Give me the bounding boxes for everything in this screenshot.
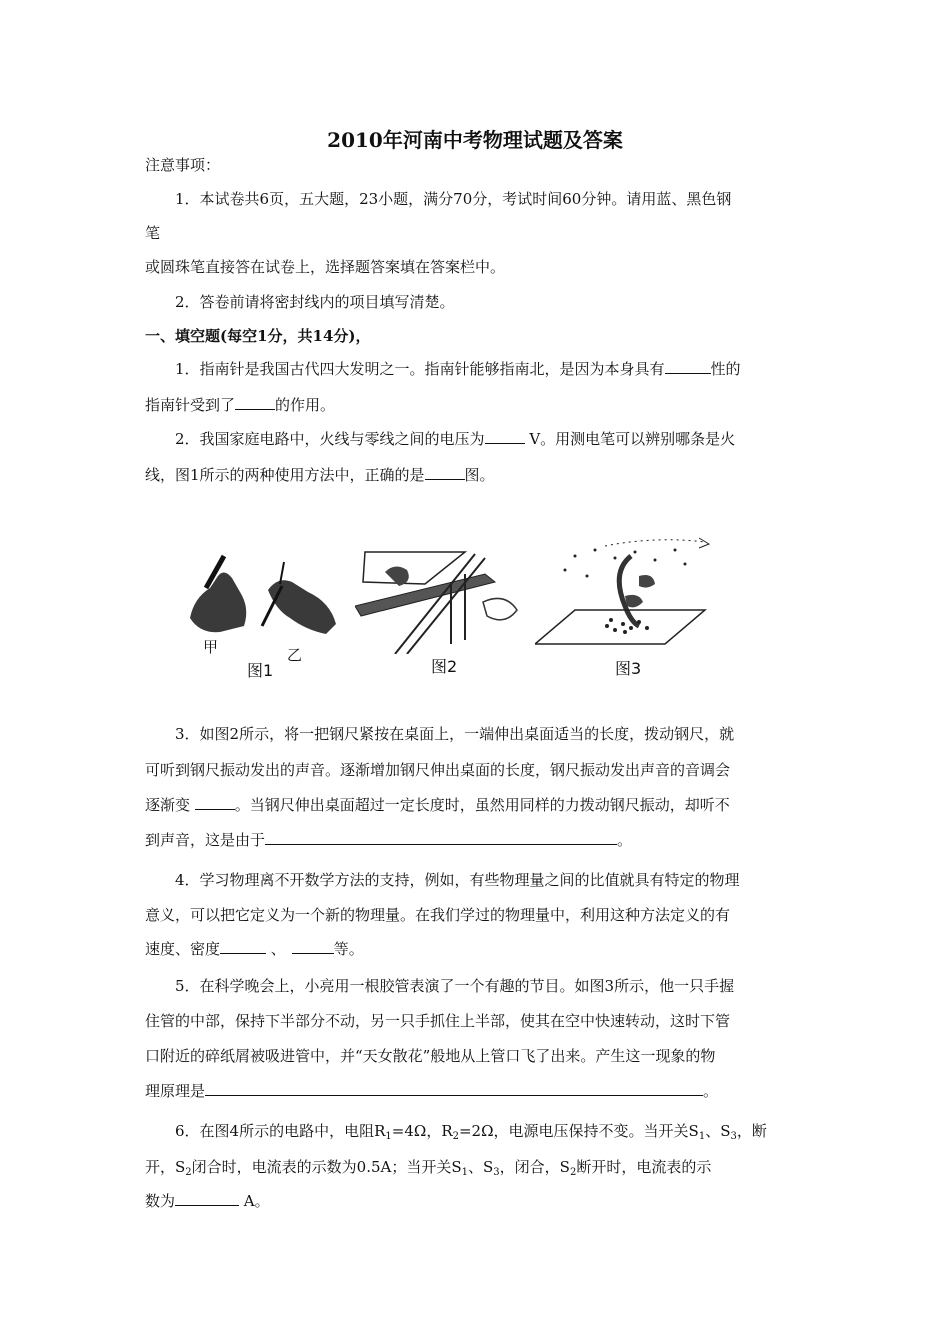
question-text: 理原理是: [145, 1082, 206, 1100]
figures-row: [175, 536, 735, 686]
notice-item-2: 2．答卷前请将密封线内的项目填写清楚。: [175, 293, 455, 311]
question-1-line-2: [145, 394, 825, 415]
question-5-line-3: 口附近的碎纸屑被吸进管中，并“天女散花”般地从上管口飞了出来。产生这一现象的物: [145, 1047, 716, 1065]
question-text: 。: [617, 831, 633, 849]
question-6-line-2: [145, 1156, 825, 1177]
question-text: 等。: [333, 940, 364, 958]
notice-heading: 注意事项：: [145, 156, 221, 174]
subscript: 2: [569, 1167, 577, 1178]
question-text: 线，图1所示的两种使用方法中，正确的是: [145, 466, 425, 484]
question-text: V。用测电笔可以辨别哪条是火: [524, 430, 736, 448]
answer-blank: [665, 361, 711, 374]
question-text: =4Ω，R: [391, 1122, 453, 1140]
question-text: 断开时，电流表的示: [576, 1158, 712, 1176]
question-3-line-3: [145, 794, 825, 815]
question-text: 闭合时，电流表的示数为0.5A；当开关S: [191, 1158, 462, 1176]
answer-blank: [195, 797, 235, 810]
question-text: 、: [266, 940, 286, 958]
question-text: 1．指南针是我国古代四大发明之一。指南针能够指南北，是因为本身具有: [175, 360, 665, 378]
subscript: 3: [730, 1131, 737, 1142]
figure-3-image: [535, 536, 725, 654]
question-text: 图。: [464, 466, 495, 484]
question-3-line-1: 3．如图2所示，将一把钢尺紧按在桌面上，一端伸出桌面适当的长度，拨动钢尺，就: [175, 725, 735, 743]
figure-1-caption: 图1: [247, 661, 274, 680]
answer-blank: [205, 1083, 703, 1096]
figure-1-label-yi: 乙: [287, 646, 303, 664]
question-text: ，闭合，S: [499, 1158, 570, 1176]
question-5-line-2: 住管的中部，保持下半部分不动，另一只手抓住上半部，使其在空中快速转动，这时下管: [145, 1012, 731, 1030]
answer-blank: [265, 832, 617, 845]
question-text: 、S: [705, 1122, 731, 1140]
figure-2-caption: 图2: [431, 657, 458, 676]
question-text: 数为: [145, 1192, 176, 1210]
answer-blank: [292, 941, 334, 954]
answer-blank: [485, 431, 525, 444]
question-text: 性的: [710, 360, 741, 378]
subscript: 3: [493, 1167, 500, 1178]
question-2-line-2: [145, 464, 825, 485]
question-2-line-1: [175, 428, 855, 449]
question-text: 。: [703, 1082, 719, 1100]
notice-item-1-cont: 或圆珠笔直接答在试卷上，选择题答案填在答案栏中。: [145, 258, 506, 276]
answer-blank: [175, 1193, 239, 1206]
question-6-line-3: [145, 1190, 825, 1211]
question-text: ，断: [736, 1122, 767, 1140]
figure-3-caption: 图3: [615, 659, 642, 678]
question-text: A。: [239, 1192, 270, 1210]
question-4-line-2: 意义，可以把它定义为一个新的物理量。在我们学过的物理量中，利用这种方法定义的有: [145, 906, 731, 924]
question-text: 6．在图4所示的电路中，电阻R: [175, 1122, 386, 1140]
question-5-line-4: [145, 1080, 825, 1101]
question-text: 的作用。: [275, 396, 336, 414]
question-text: 指南针受到了: [145, 396, 236, 414]
section-heading: 一、填空题(每空1分，共14分)，: [145, 327, 371, 345]
notice-item-1-wrap: 笔: [145, 224, 161, 242]
subscript: 1: [698, 1131, 706, 1142]
page-title: 2010年河南中考物理试题及答案: [327, 128, 623, 152]
question-text: 逐渐变: [145, 796, 195, 814]
question-3-line-4: [145, 829, 825, 850]
subscript: 1: [385, 1131, 392, 1142]
figure-1-image: [180, 548, 340, 648]
question-text: 、S: [468, 1158, 494, 1176]
question-text: 2．我国家庭电路中，火线与零线之间的电压为: [175, 430, 485, 448]
answer-blank: [235, 397, 275, 410]
question-4-line-3: [145, 938, 825, 959]
figure-2-image: [355, 544, 525, 654]
subscript: 1: [461, 1167, 468, 1178]
answer-blank: [425, 467, 465, 480]
subscript: 2: [185, 1167, 192, 1178]
question-text: =2Ω，电源电压保持不变。当开关S: [458, 1122, 699, 1140]
question-text: 速度、密度: [145, 940, 221, 958]
subscript: 2: [452, 1131, 459, 1142]
question-3-line-2: 可听到钢尺振动发出的声音。逐渐增加钢尺伸出桌面的长度，钢尺振动发出声音的音调会: [145, 761, 731, 779]
question-4-line-1: 4．学习物理离不开数学方法的支持，例如，有些物理量之间的比值就具有特定的物理: [175, 871, 740, 889]
question-1-line-1: [175, 358, 855, 379]
question-text: 。当钢尺伸出桌面超过一定长度时，虽然用同样的力拨动钢尺振动，却听不: [234, 796, 730, 814]
figure-1-label-jia: 甲: [203, 638, 219, 656]
notice-item-1: 1．本试卷共6页，五大题，23小题，满分70分，考试时间60分钟。请用蓝、黑色钢: [175, 190, 732, 208]
question-text: 到声音，这是由于: [145, 831, 266, 849]
question-5-line-1: 5．在科学晚会上，小亮用一根胶管表演了一个有趣的节目。如图3所示，他一只手握: [175, 977, 735, 995]
answer-blank: [220, 941, 266, 954]
question-6-line-1: [175, 1120, 855, 1141]
question-text: 开，S: [145, 1158, 186, 1176]
